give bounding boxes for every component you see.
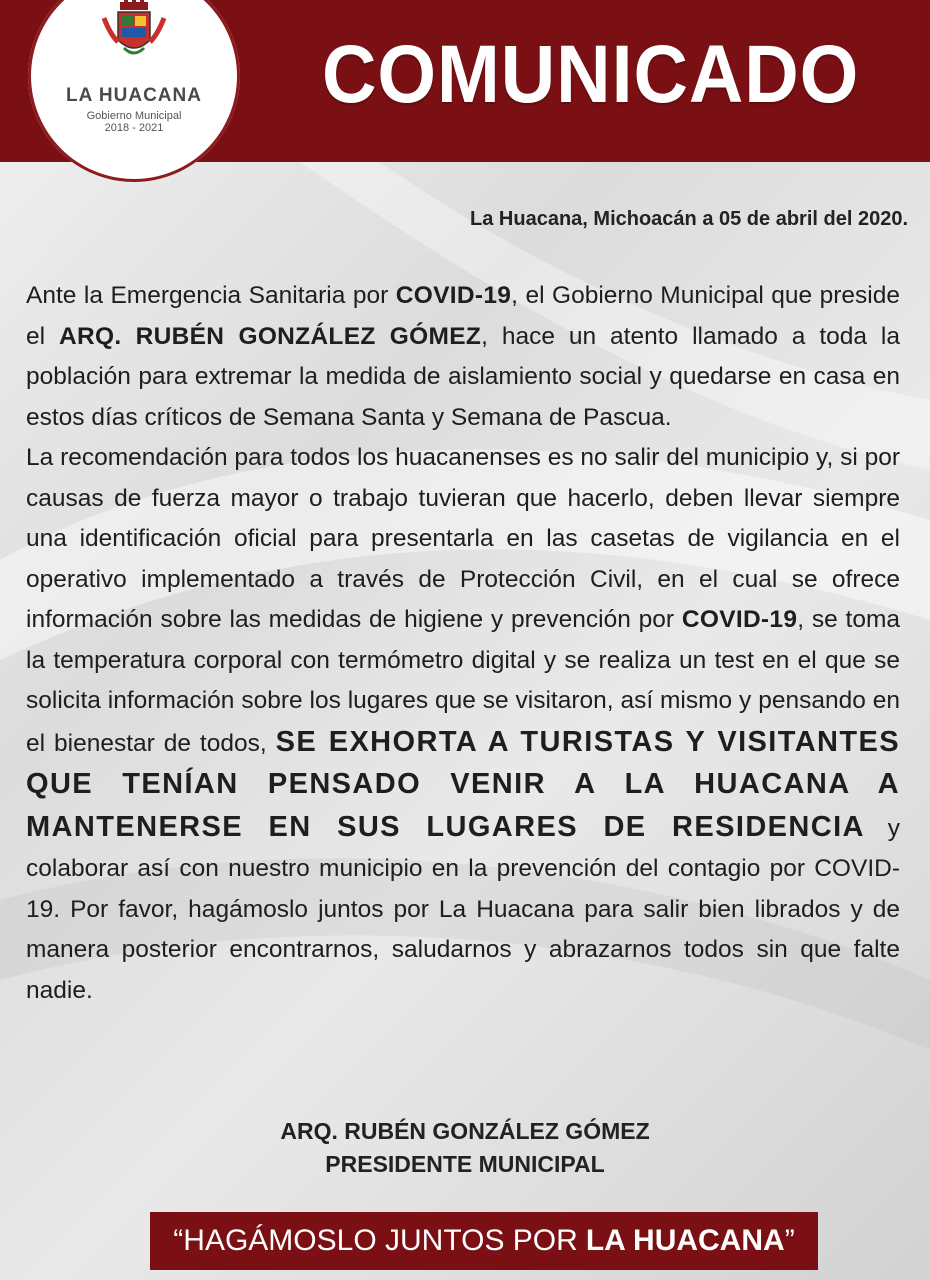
slogan-suffix: ” [784, 1224, 795, 1257]
municipal-logo [28, 0, 240, 182]
dateline: La Huacana, Michoacán a 05 de abril del 2020. [470, 208, 908, 230]
logo-government-label: Gobierno Municipal [86, 110, 182, 122]
coat-of-arms-icon [98, 0, 170, 60]
p2-text-3: y colaborar así con nuestro municipio en la prevención del contagio por COVID-19. Por favor, hagámoslo juntos por La Huacana para salir bien librados y de manera posterior encontrarnos, saludarnos y abrazarnos todos sin que falte nadie. [26, 814, 900, 1004]
slogan-banner [150, 1212, 818, 1270]
p1-text-2: , el Gobierno Municipal que preside el [26, 282, 901, 350]
signer-name: ARQ. RUBÉN GONZÁLEZ GÓMEZ [280, 1118, 650, 1144]
p1-text-3: , hace un atento llamado a toda la población para extremar la medida de aislamiento social y quedarse en casa en estos días críticos de Semana Santa y Semana de Pascua. [26, 322, 900, 431]
paragraph-2 [26, 438, 900, 1011]
p2-bold-covid: COVID-19 [681, 606, 798, 633]
signer-role: PRESIDENTE MUNICIPAL [325, 1151, 605, 1177]
slogan-prefix: “HAGÁMOSLO JUNTOS POR [173, 1224, 578, 1257]
logo-period: 2018 - 2021 [104, 122, 164, 134]
communique-body [26, 276, 900, 1011]
p1-bold-president: ARQ. RUBÉN GONZÁLEZ GÓMEZ [58, 322, 482, 350]
header-banner [0, 0, 930, 162]
signature-block [0, 1115, 930, 1181]
p2-text-2: , se toma la temperatura corporal con termómetro digital y se realiza un test en el que se solicita información sobre los lugares que se visitaron, así mismo y pensando en el bienestar de todos, [26, 606, 900, 757]
paragraph-1 [26, 276, 900, 438]
p2-text-1: La recomendación para todos los huacanenses es no salir del municipio y, si por causas de fuerza mayor o trabajo tuvieran que hacerlo, deben llevar siempre una identificación oficial para presentarla en las casetas de vigilancia en el operativo implementado a través de Protección Civil, en el cual se ofrece información sobre las medidas de higiene y prevención por [26, 444, 900, 633]
slogan-highlight: LA HUACANA [585, 1224, 785, 1257]
p1-text-1: Ante la Emergencia Sanitaria por [26, 282, 396, 309]
p1-bold-covid: COVID-19 [395, 282, 512, 309]
logo-subtitle [28, 110, 240, 134]
logo-name: LA HUACANA [66, 85, 202, 106]
p2-exhortation: SE EXHORTA A TURISTAS Y VISITANTES QUE TENÍAN PENSADO VENIR A LA HUACANA A MANTENERSE EN SUS LUGARES DE RESIDENCIA [26, 725, 901, 843]
page-title: COMUNICADO [322, 29, 860, 120]
